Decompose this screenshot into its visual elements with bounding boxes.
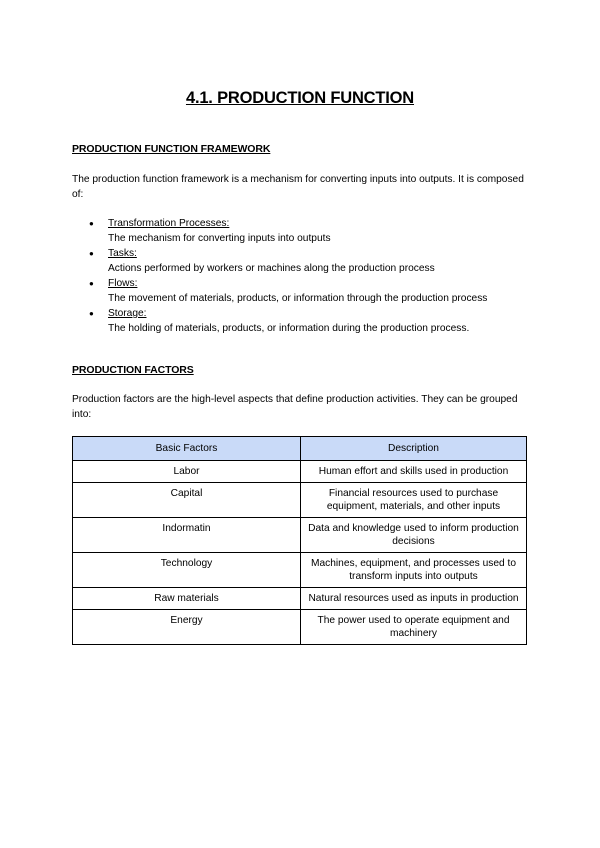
factor-cell: Raw materials: [73, 588, 301, 610]
framework-intro: The production function framework is a mechanism for converting inputs into outputs. It is composed of:: [72, 174, 524, 200]
bullet-icon: ●: [89, 249, 94, 258]
description-cell: The power used to operate equipment and machinery: [301, 610, 527, 645]
description-cell: Financial resources used to purchase equipment, materials, and other inputs: [301, 483, 527, 518]
factors-heading: PRODUCTION FACTORS: [72, 364, 194, 376]
description-cell: Data and knowledge used to inform production decisions: [301, 518, 527, 553]
framework-heading: PRODUCTION FUNCTION FRAMEWORK: [72, 143, 271, 155]
factor-cell: Capital: [73, 483, 301, 518]
table-row: [73, 518, 527, 553]
item-name: Flows:: [108, 278, 138, 289]
bullet-icon: ●: [89, 219, 94, 228]
table-header-row: [73, 437, 527, 461]
table-row: [73, 461, 527, 483]
description-cell: Human effort and skills used in production: [301, 461, 527, 483]
table-row: [73, 588, 527, 610]
factor-cell: Labor: [73, 461, 301, 483]
table-row: [73, 610, 527, 645]
description-cell: Machines, equipment, and processes used to transform inputs into outputs: [301, 553, 527, 588]
list-item: [72, 246, 542, 276]
item-name: Storage:: [108, 308, 147, 319]
table-row: [73, 483, 527, 518]
item-description: The holding of materials, products, or information during the production process.: [108, 323, 470, 334]
bullet-icon: ●: [89, 309, 94, 318]
table-row: [73, 553, 527, 588]
factors-table: [72, 436, 527, 645]
bullet-icon: ●: [89, 279, 94, 288]
list-item: [72, 306, 542, 336]
item-name: Transformation Processes:: [108, 218, 230, 229]
list-item: [72, 276, 542, 306]
factor-cell: Technology: [73, 553, 301, 588]
item-description: The mechanism for converting inputs into outputs: [108, 233, 331, 244]
description-cell: Natural resources used as inputs in production: [301, 588, 527, 610]
list-item: [72, 216, 542, 246]
item-description: The movement of materials, products, or information through the production process: [108, 293, 488, 304]
column-header-factor: Basic Factors: [73, 437, 301, 461]
page-title: 4.1. PRODUCTION FUNCTION: [185, 89, 415, 107]
column-header-description: Description: [301, 437, 527, 461]
factor-cell: Indormatin: [73, 518, 301, 553]
factor-cell: Energy: [73, 610, 301, 645]
factors-intro: Production factors are the high-level aspects that define production activities. They can be grouped into:: [72, 394, 518, 420]
framework-list: [72, 216, 542, 336]
item-name: Tasks:: [108, 248, 137, 259]
item-description: Actions performed by workers or machines along the production process: [108, 263, 435, 274]
